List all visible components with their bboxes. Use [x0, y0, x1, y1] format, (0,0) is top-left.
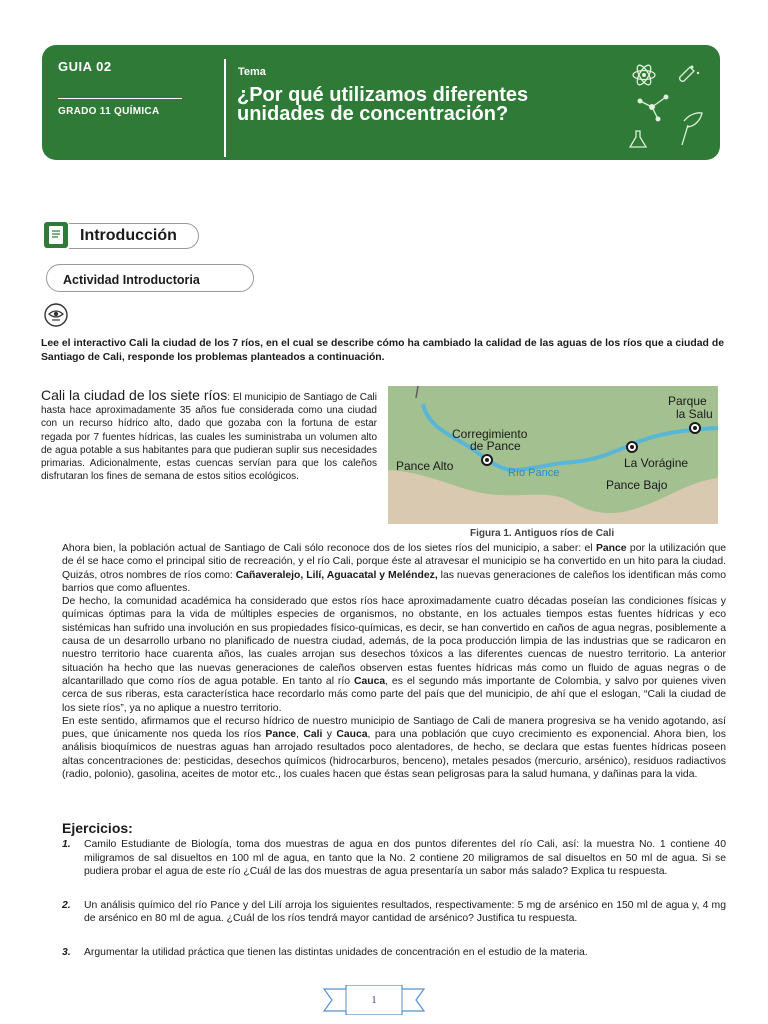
- cali-intro-paragraph: [41, 389, 377, 483]
- header-divider: [58, 98, 182, 99]
- exercise-number: 3.: [62, 946, 71, 958]
- reading-eye-icon: [44, 303, 68, 327]
- exercises-title: Ejercicios:: [62, 820, 133, 836]
- instruction-text: Lee el interactivo Cali la ciudad de los 7 ríos, en el cual se describe cómo ha cambiado la calidad de las aguas de los ríos que a ciudad de Santiago de Cali, responde los problemas planteados a continuación.: [41, 338, 724, 363]
- exercise-item: [62, 838, 726, 879]
- exercise-number: 1.: [62, 839, 71, 850]
- body-paragraph: De hecho, la comunidad académica ha considerado que estos ríos hace aproximadamente cuatro décadas poseían las condiciones físicas y químicas óptimas para la vida de múltiples especies de organismos, no obstante, en los actuales tiempos estas fuentes hídricas y eco sistémicas han sufrido una involución en sus propiedades físico-químicas, es decir, se han convertido en caños de agua negras, posiblemente a causa de un desarrollo urbano no planificado de nuestra ciudad, además, de la poca producción limpia de las industrias que se radicaron en nuestro territorio hace cuarenta años, las cuales arrojan sus desechos tóxicos a las diferentes cuencas de nuestro territorio. La anterior situación ha hecho que las nuevas generaciones de caleños observen estas fuentes hídricas más como un fluido de aguas negras o de alcantarillado que como ríos de agua potable. En tanto al río Cauca, es el segundo más importante de Colombia, y salvo por quienes viven cerca de sus riberas, esta característica hace recordarlo más como parte del país que del municipio, de ahí que el eslogan, “Cali la ciudad de los siete ríos”, ya no aplique a nuestro territorio.: [62, 596, 727, 714]
- map-label-pance-alto: Pance Alto: [396, 459, 454, 473]
- exercise-item: [62, 946, 726, 960]
- rivers-map: [388, 386, 718, 524]
- map-label-rio-pance: Río Pance: [508, 467, 560, 479]
- figure-caption: Figura 1. Antiguos ríos de Cali: [470, 528, 615, 539]
- cali-text: : El municipio de Santiago de Cali hasta hace aproximadamente 35 años fue considerada como una ciudad con un recurso hídrico alto, dado que gozaba con la fortuna de estar regada por 7 fuentes hídricas, las cuales les suministraba un volumen alto de agua potable a sus habitantes para que pudieran suplir sus necesidades primarias. Adicionalmente, estas cuencas servían para que los caleños disfrutaran los fines de semana de estos sitios ecológicos.: [41, 392, 377, 483]
- header-vertical-divider: [224, 59, 226, 157]
- cali-heading: Cali la ciudad de los siete ríos: [41, 387, 228, 403]
- guide-number: GUIA 02: [58, 59, 112, 74]
- body-paragraph: En este sentido, afirmamos que el recurso hídrico de nuestro municipio de Santiago de Cali de manera progresiva se ha venido agotando, así pues, que únicamente nos queda los ríos Pance, Cali y Cauca, para una población que cuyo crecimiento es exponencial. Ahora bien, los análisis bioquímicos de nuestras aguas han arrojado resultados poco alentadores, de hecho, se declara que estas fuentes hídricas poseen altas concentraciones de: pesticidas, desechos químicos (hidrocarburos, benceno), metales pesados (mercurio, arsénico), residuos radiactivos (radio, polonio), gasolina, aceites de motor etc., los cuales hacen que éstas sean peligrosas para la salud humana, y dañinas para la vida.: [62, 715, 726, 781]
- header-banner: [42, 45, 720, 160]
- exercises-list: [62, 838, 726, 959]
- section-introduction: Introducción: [69, 223, 199, 249]
- map-label-voragine: La Vorágine: [624, 456, 689, 470]
- body-text: [62, 542, 726, 781]
- map-label-parque: Parque: [668, 394, 707, 408]
- section-activity: Actividad Introductoria: [46, 264, 254, 292]
- science-icons: [622, 53, 712, 153]
- map-label-corregimiento: Corregimiento: [452, 427, 528, 441]
- exercise-number: 2.: [62, 899, 71, 911]
- exercise-item: [62, 899, 726, 926]
- page-number: 1: [371, 995, 377, 1006]
- exercise-text: Argumentar la utilidad práctica que tienen las distintas unidades de concentración en el estudio de la materia.: [84, 946, 588, 958]
- notepad-icon: [44, 222, 68, 248]
- topic-label: Tema: [238, 66, 266, 78]
- body-paragraph: Ahora bien, la población actual de Santiago de Cali sólo reconoce dos de los sietes ríos del municipio, a saber: el Pance por la utilización que de él se hace como el principal sitio de recreación, y el río Cali, porque éste al atravesar el municipio se ha convertido en un hito para la ciudad. Quizás, otros nombres de ríos como: Cañaveralejo, Lilí, Aguacatal y Meléndez, las nuevas generaciones de caleños los identifican más como barrios que como afluentes.: [62, 543, 726, 594]
- map-label-de-pance: de Pance: [470, 439, 521, 453]
- map-label-pance-bajo: Pance Bajo: [606, 478, 668, 492]
- map-label-salud: la Salu: [676, 407, 713, 421]
- exercise-text: Camilo Estudiante de Biología, toma dos muestras de agua en dos puntos diferentes del río Cali, así: la muestra No. 1 contiene 40 miligramos de sal disueltos en 100 ml de agua, en tanto que la No. 2 contiene 20 miligramos de sal disueltos en 50 ml de agua. Si se pudiera probar el agua de este río ¿Cuál de las dos muestras de agua presentaría un sabor más salado? Explica tu respuesta.: [84, 839, 726, 877]
- exercise-text: Un análisis químico del río Pance y del Lilí arroja los siguientes resultados, respectivamente: 5 mg de arsénico en 150 ml de agua y, 4 mg de arsénico en 80 ml de agua. ¿Cuál de los ríos tendrá mayor cantidad de arsénico? Justifica tu respuesta.: [84, 899, 726, 924]
- grade-label: GRADO 11 QUÍMICA: [58, 106, 160, 117]
- page-title: ¿Por qué utilizamos diferentes unidades de concentración?: [237, 84, 529, 125]
